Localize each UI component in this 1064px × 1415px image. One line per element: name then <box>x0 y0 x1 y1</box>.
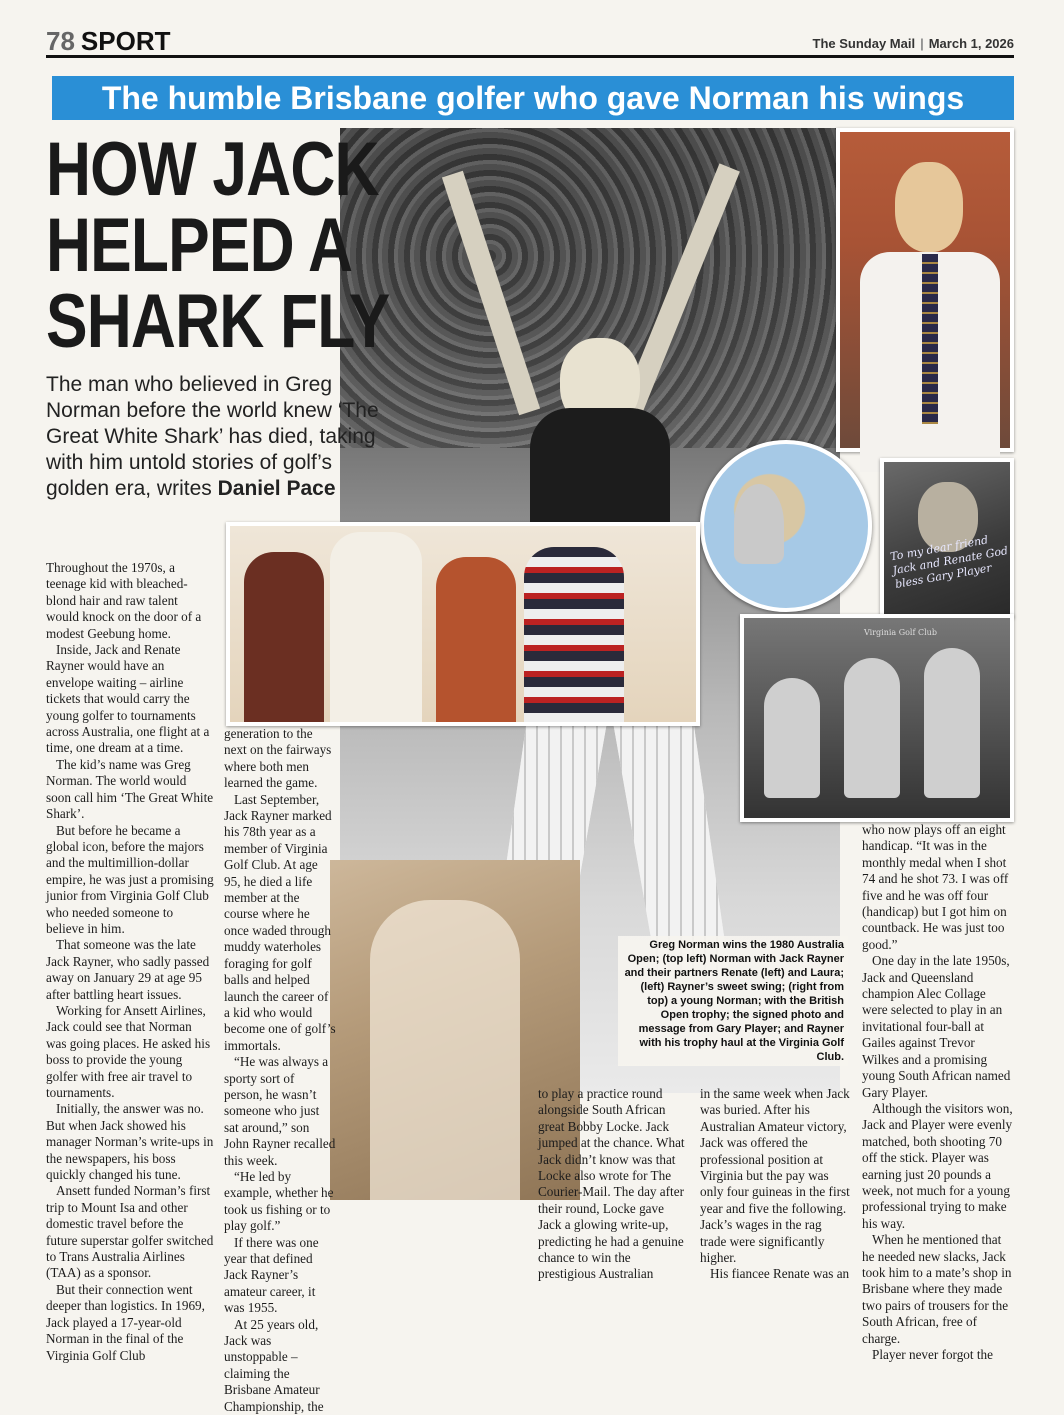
standfirst-text: The man who believed in Greg Norman before the world knew ‘The Great White Shark’ has died, taking with him untold stories of golf’s golden era, writes <box>46 373 379 500</box>
headline <box>46 127 390 364</box>
body-column-2 <box>224 726 336 1415</box>
paragraph: But before he became a global icon, before the majors and the multimillion-dollar empire, he was just a promising junior from Virginia Golf Club who needed someone to believe in him. <box>46 822 214 936</box>
paragraph: The kid’s name was Greg Norman. The world would soon call him ‘The Great White Shark’. <box>46 756 214 822</box>
body-column-1 <box>46 560 214 1364</box>
paragraph: in the same week when Jack was buried. After his Australian Amateur victory, Jack was offered the professional position at Virginia but the pay was only four guineas in the first year and five the following. Jack’s wages in the rag trade were significantly higher. <box>700 1086 850 1266</box>
paragraph: Player never forgot the <box>872 1347 993 1362</box>
paragraph: But their connection went deeper than logistics. In 1969, Jack played a 17-year-old Norman in the final of the Virginia Golf Club <box>46 1281 205 1363</box>
page-number: 78 <box>46 26 75 56</box>
newspaper-name: The Sunday Mail <box>812 36 916 51</box>
photo-caption: Greg Norman wins the 1980 Australia Open; (top left) Norman with Jack Rayner and their partners Renate (left) and Laura; (left) Rayner’s sweet swing; (right from top) a young Norman; with the British Open trophy; the signed photo and message from Gary Player; and Rayner with his trophy haul at the Virginia Golf Club. <box>618 936 848 1066</box>
issue-date: March 1, 2026 <box>928 36 1014 51</box>
paragraph: Ansett funded Norman’s first trip to Mount Isa and other domestic travel before the future superstar golfer switched to Trans Australia Airlines (TAA) as a sponsor. <box>46 1183 214 1281</box>
headline-line-1: HOW JACK <box>46 127 379 212</box>
paragraph: If there was one year that defined Jack Rayner’s amateur career, it was 1955. <box>224 1234 319 1316</box>
body-column-4 <box>700 1086 850 1283</box>
section-name: SPORT <box>80 26 171 56</box>
paragraph: Although the visitors won, Jack and Player were evenly matched, both shooting 70 off the stick. Player was earning just 20 pounds a week, not much for a young professional trying to make his way. <box>862 1100 1013 1231</box>
paragraph: Throughout the 1970s, a teenage kid with bleached-blond hair and raw talent would knock on the door of a modest Geebung home. <box>46 560 202 641</box>
signed-message: To my dear friend Jack and Renate God bless Gary Player <box>889 533 1009 591</box>
page-folio <box>46 28 1014 58</box>
photo-british-open-trophy <box>700 440 872 612</box>
standfirst <box>46 372 386 502</box>
paragraph: When he mentioned that he needed new slacks, Jack took him to a mate’s shop in Brisbane where they made two pairs of trousers for the South African, free of charge. <box>862 1232 1012 1346</box>
byline: Daniel Pace <box>217 477 336 500</box>
paragraph: Initially, the answer was no. But when Jack showed his manager Norman’s write-ups in the newspapers, his boss quickly changed his tune. <box>46 1101 214 1183</box>
paragraph: One day in the late 1950s, Jack and Queensland champion Alec Collage were selected to play in an invitational four-ball at Gailes against Trevor Wilkes and a promising young South African named Gary Player. <box>862 953 1011 1100</box>
paragraph: That someone was the late Jack Rayner, who sadly passed away on January 29 at age 95 after battling heart issues. <box>46 937 210 1002</box>
masthead-info: The Sunday Mail | March 1, 2026 <box>812 36 1014 51</box>
body-column-5 <box>862 822 1014 1363</box>
photo-trophy-haul <box>740 614 1014 822</box>
paragraph: Inside, Jack and Renate Rayner would have an envelope waiting – airline tickets that would carry the young golfer to tournaments across Australia, one flight at a time, one dream at a time. <box>46 642 210 756</box>
headline-line-3: SHARK FLY <box>46 279 390 364</box>
kicker-banner: The humble Brisbane golfer who gave Norman his wings <box>52 76 1014 120</box>
paragraph: “He led by example, whether he took us fishing or to play golf.” <box>224 1168 334 1234</box>
paragraph: At 25 years old, Jack was unstoppable – claiming the Brisbane Amateur Championship, the <box>224 1316 324 1414</box>
paragraph: “He was always a sporty sort of person, he wasn’t someone who just sat around,” son John Rayner recalled this week. <box>224 1054 336 1168</box>
paragraph: His fiancee Renate was an <box>710 1266 850 1282</box>
body-column-3 <box>538 1086 688 1283</box>
paragraph: who now plays off an eight handicap. “It was in the monthly medal when I shot 74 and he shot 73. I was off five and he was off four (handicap) but I got him on countback. He was just too good.” <box>862 822 1009 952</box>
headline-line-2: HELPED A <box>46 203 353 288</box>
photo-gary-player-signed <box>880 458 1014 618</box>
paragraph: to play a practice round alongside South African great Bobby Locke. Jack jumped at the chance. What Jack didn’t know was that Locke also wrote for The Courier-Mail. The day after their round, Locke gave Jack a glowing write-up, predicting he had a genuine chance to win the prestigious Australian <box>538 1086 685 1282</box>
photo-young-norman <box>836 128 1014 452</box>
paragraph: Last September, Jack Rayner marked his 78th year as a member of Virginia Golf Club. At age 95, he died a life member at the course where he once waded through muddy waterholes foraging for golf balls and helped launch the career of a kid who would become one of golf’s immortals. <box>224 791 336 1053</box>
trophy-photo-club-label: Virginia Golf Club <box>864 628 937 637</box>
paragraph: generation to the next on the fairways where both men learned the game. <box>224 726 332 791</box>
photo-norman-rayner-couples <box>226 522 700 726</box>
paragraph: Working for Ansett Airlines, Jack could see that Norman was going places. He asked his boss to provide the young golfer with free air travel to tournaments. <box>46 1002 211 1100</box>
